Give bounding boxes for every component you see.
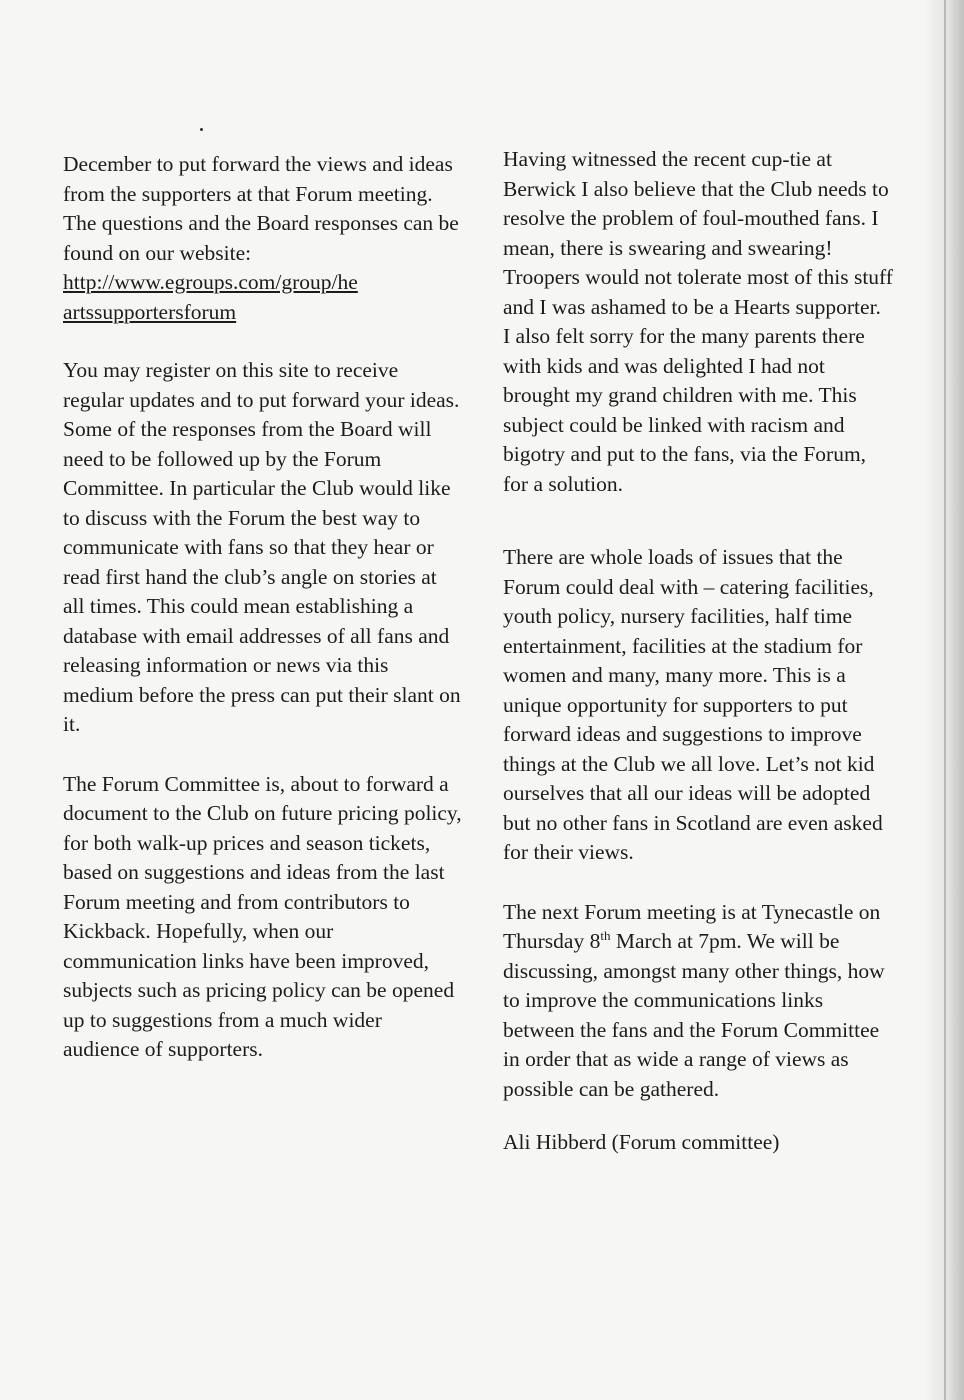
left-paragraph-3: The Forum Committee is, about to forward a document to the Club on future pricing policy, for both walk-up prices and season tickets, based on suggestions and ideas from the last Forum meeting and from contributors to Kickback. Hopefully, when our communication links have been improved, subjects such as pricing policy can be opened up to suggestions from a much wider audience of supporters. [63, 771, 462, 1061]
forum-website-link[interactable] [63, 268, 463, 327]
left-paragraph-2: You may register on this site to receive regular updates and to put forward your ideas. Some of the responses from the Board will need to be followed up by the Forum Committee. In particular the Club would like to discuss with the Forum the best way to communicate with fans so that they hear or read first hand the club’s angle on stories at all times. This could mean establishing a database with email addresses of all fans and releasing information or news via this medium before the press can put their slant on it. [63, 358, 461, 736]
right-paragraph-1: Having witnessed the recent cup-tie at Berwick I also believe that the Club needs to resolve the problem of foul-mouthed fans. I mean, there is swearing and swearing! Troopers would not tolerate most of this stuff and I was ashamed to be a Hearts supporter. I also felt sorry for the many parents there with kids and was delighted I had not brought my grand children with me. This subject could be linked with racism and bigotry and put to the fans, via the Forum, for a solution. [503, 147, 893, 496]
link-line-2: artssupportersforum [63, 299, 237, 324]
date-suffix: th [600, 927, 611, 943]
left-column [63, 150, 463, 1065]
stray-mark [200, 128, 203, 131]
signature: Ali Hibberd (Forum committee) [503, 1130, 780, 1154]
left-paragraph-1: December to put forward the views and ideas from the supporters at that Forum meeting. The questions and the Board responses can be found on our website: [63, 152, 459, 265]
meeting-text-start: The next Forum meeting is at Tynecastle on Thursday 8 [503, 899, 881, 953]
page-edge [944, 0, 946, 1400]
link-line-1: http://www.egroups.com/group/he [63, 270, 358, 294]
right-column [503, 145, 893, 1158]
meeting-text-end: March at 7pm. We will be discussing, amongst many other things, how to improve the communications links between the fans and the Forum Committee in order that as wide a range of views as possible can be gathered. [503, 929, 885, 1101]
right-paragraph-2: There are whole loads of issues that the Forum could deal with – catering facilities, youth policy, nursery facilities, half time entertainment, facilities at the stadium for women and many, many more. This is a unique opportunity for supporters to put forward ideas and suggestions to improve things at the Club we all love. Let’s not kid ourselves that all our ideas will be adopted but no other fans in Scotland are even asked for their views. [503, 545, 883, 864]
right-paragraph-3 [503, 898, 893, 1105]
